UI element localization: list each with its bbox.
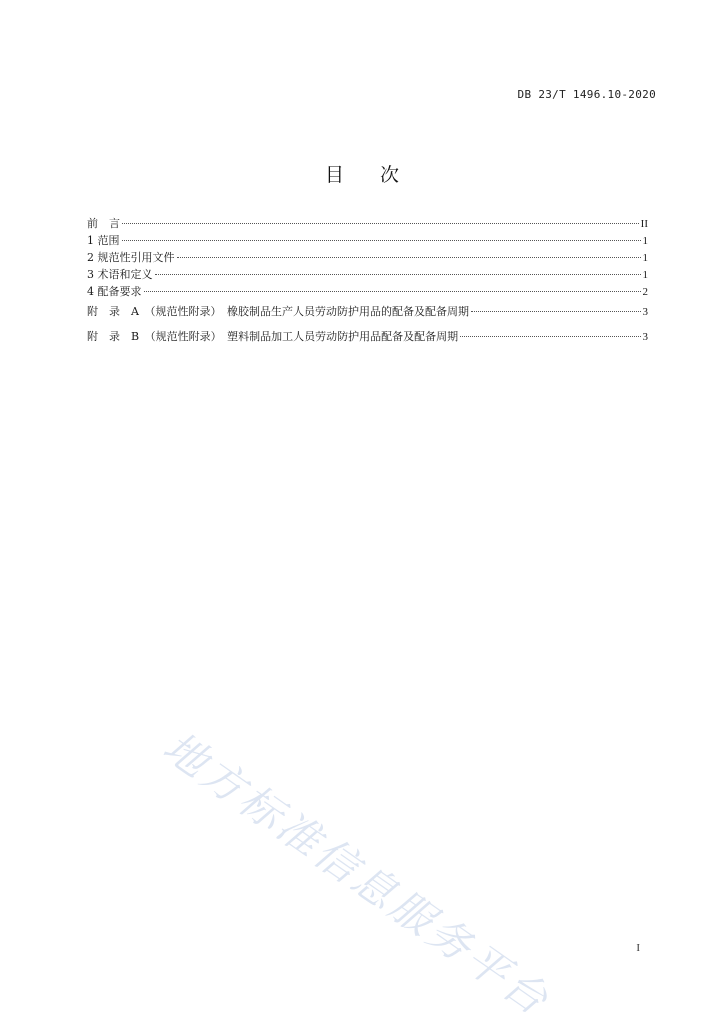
dot-leader: [122, 223, 639, 224]
toc-entry-label: 1 范围: [87, 234, 120, 247]
toc-entry-page: II: [640, 218, 648, 230]
toc-title-part1: 目: [324, 164, 344, 186]
dot-leader: [144, 291, 641, 292]
dot-leader: [155, 274, 641, 275]
toc-entry-label: 2 规范性引用文件: [87, 251, 175, 264]
toc-entry-label: 4 配备要求: [87, 285, 142, 298]
toc-entry-label: 附 录 A （规范性附录） 橡胶制品生产人员劳动防护用品的配备及配备周期: [87, 305, 469, 318]
toc-entry-label: 前 言: [87, 217, 120, 230]
toc-entry-page: 3: [642, 331, 648, 343]
dot-leader: [471, 311, 641, 312]
toc-title: [0, 160, 724, 187]
toc-entry-page: 1: [642, 269, 648, 281]
toc-entry-foreword[interactable]: [87, 218, 648, 235]
table-of-contents: [87, 218, 648, 353]
page-number: I: [636, 942, 640, 954]
toc-entry-terms-definitions[interactable]: [87, 269, 648, 286]
toc-entry-page: 1: [642, 235, 648, 247]
toc-entry-label: 附 录 B （规范性附录） 塑料制品加工人员劳动防护用品配备及配备周期: [87, 330, 459, 343]
watermark: 地方标准信息服务平台: [154, 721, 560, 1026]
toc-entry-requirements[interactable]: [87, 286, 648, 303]
dot-leader: [122, 240, 641, 241]
toc-entry-page: 2: [642, 286, 648, 298]
toc-entry-appendix-a[interactable]: [87, 306, 648, 328]
dot-leader: [177, 257, 641, 258]
toc-entry-page: 3: [642, 306, 648, 318]
toc-entry-label: 3 术语和定义: [87, 268, 153, 281]
toc-entry-page: 1: [642, 252, 648, 264]
toc-entry-appendix-b[interactable]: [87, 331, 648, 353]
toc-title-part2: 次: [380, 164, 400, 186]
toc-entry-scope[interactable]: [87, 235, 648, 252]
dot-leader: [460, 336, 640, 337]
standard-code: DB 23/T 1496.10-2020: [517, 88, 656, 101]
toc-entry-normative-references[interactable]: [87, 252, 648, 269]
